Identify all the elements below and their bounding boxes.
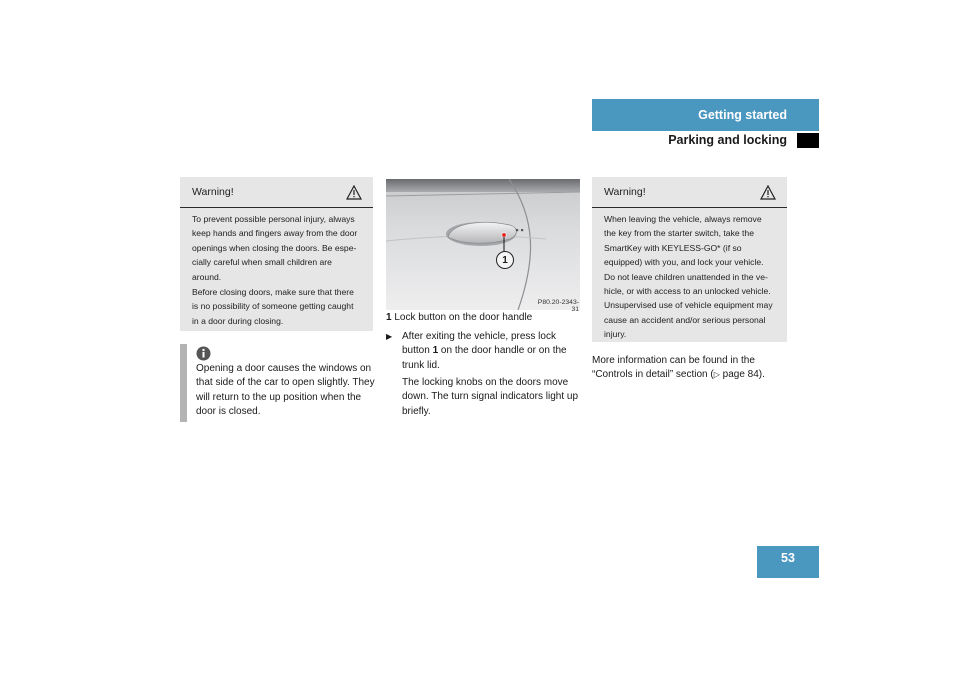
section-marker bbox=[797, 133, 819, 148]
page-number: 53 bbox=[781, 551, 795, 565]
callout-number: 1 bbox=[496, 251, 514, 269]
bullet-arrow-icon: ▶ bbox=[386, 332, 393, 341]
section-title-bar bbox=[592, 99, 819, 131]
warning-body bbox=[592, 208, 787, 342]
warning-triangle-icon bbox=[346, 185, 362, 200]
warning-triangle-icon bbox=[760, 185, 776, 200]
warning-box-children bbox=[592, 177, 787, 342]
page-number-box bbox=[757, 546, 819, 578]
figure-caption bbox=[386, 311, 586, 325]
reference-text: More information can be found in the “Controls in detail” section ( bbox=[592, 355, 755, 381]
warning-box-doors bbox=[180, 177, 373, 331]
instruction-part: on the door handle or on the trunk lid. bbox=[402, 345, 567, 371]
instruction-number: 1 bbox=[432, 345, 439, 357]
instruction-text bbox=[402, 330, 580, 373]
warning-title: Warning! bbox=[604, 186, 646, 198]
caption-number: 1 bbox=[386, 312, 392, 323]
warning-paragraph: To prevent possible personal injury, always keep hands and fingers away from the door openings when closing the doors. Be espe-cially careful when small children are around. bbox=[192, 214, 358, 282]
figure-code: P80.20-2343-31 bbox=[537, 299, 579, 313]
warning-title: Warning! bbox=[192, 186, 234, 198]
page-arrow-icon: ▷ bbox=[713, 370, 720, 380]
info-note bbox=[180, 344, 373, 422]
cross-reference bbox=[592, 354, 792, 383]
warning-header bbox=[180, 177, 373, 208]
info-side-bar bbox=[180, 344, 187, 422]
instruction-part: After exiting the vehicle, press lock button bbox=[402, 331, 556, 357]
warning-body bbox=[180, 208, 373, 328]
caption-text: Lock button on the door handle bbox=[394, 312, 533, 323]
instruction-result: The locking knobs on the doors move down. The turn signal indicators light up briefly. bbox=[402, 377, 579, 417]
subsection-title: Parking and locking bbox=[668, 133, 787, 147]
warning-paragraph: When leaving the vehicle, always remove the key from the starter switch, take the SmartKey with KEYLESS-GO* (if so equipped) with you, and lock your vehicle. Do not leave children unattended in the ve-hicle, or with access to an unlocked vehicle. Unsupervised use of vehicle equipment may cause an accident and/or serious personal injury. bbox=[604, 214, 773, 340]
page-reference-link[interactable]: page 84). bbox=[719, 369, 765, 381]
section-title: Getting started bbox=[698, 108, 787, 122]
warning-paragraph: Before closing doors, make sure that there is no possibility of someone getting caught in a door during closing. bbox=[192, 287, 354, 326]
door-handle-photo bbox=[386, 179, 580, 310]
warning-header bbox=[592, 177, 787, 208]
info-text: Opening a door causes the windows on that side of the car to open slightly. They will return to the up position when the door is closed. bbox=[196, 363, 375, 418]
